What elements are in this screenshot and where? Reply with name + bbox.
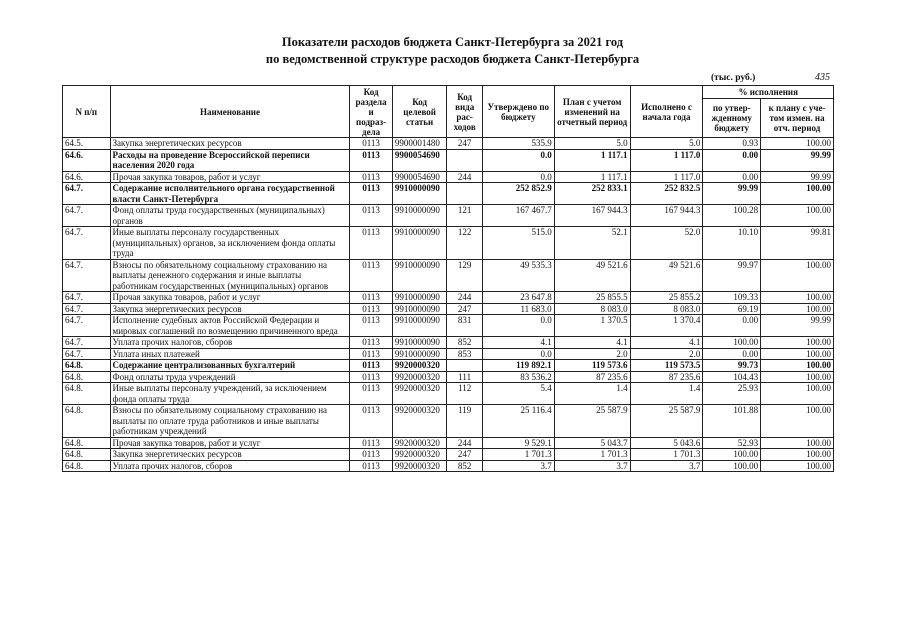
- cell-pct-utv: 100.00: [703, 449, 761, 461]
- table-row: [63, 227, 834, 260]
- cell-razdel: 0113: [350, 449, 392, 461]
- cell-np: 64.5.: [63, 138, 111, 150]
- cell-vid: 852: [447, 460, 482, 472]
- cell-isp: 2.0: [630, 348, 703, 360]
- cell-pct-utv: 52.93: [703, 437, 761, 449]
- cell-pct-plan: 99.99: [761, 149, 834, 171]
- cell-pct-utv: 99.97: [703, 259, 761, 292]
- cell-razdel: 0113: [350, 360, 392, 372]
- cell-utv: 23 647.8: [482, 292, 554, 304]
- cell-vid: 111: [447, 371, 482, 383]
- header-plan: План с учетом изменений на отчетный период: [554, 86, 630, 138]
- cell-pct-utv: 0.00: [703, 348, 761, 360]
- cell-vid: 129: [447, 259, 482, 292]
- cell-pct-plan: 100.00: [761, 337, 834, 349]
- cell-isp: 5.0: [630, 138, 703, 150]
- cell-name: Уплата прочих налогов, сборов: [110, 460, 350, 472]
- cell-isp: 167 944.3: [630, 205, 703, 227]
- header-utv: Утверждено по бюджету: [482, 86, 554, 138]
- cell-razdel: 0113: [350, 371, 392, 383]
- cell-pct-plan: 100.00: [761, 183, 834, 205]
- cell-vid: 831: [447, 315, 482, 337]
- cell-isp: 3.7: [630, 460, 703, 472]
- cell-vid: 853: [447, 348, 482, 360]
- cell-pct-plan: 100.00: [761, 437, 834, 449]
- table-row: [63, 348, 834, 360]
- cell-isp: 52.0: [630, 227, 703, 260]
- cell-statya: 9910000090: [392, 205, 447, 227]
- table-row: [63, 138, 834, 150]
- table-row: [63, 460, 834, 472]
- cell-name: Уплата прочих налогов, сборов: [110, 337, 350, 349]
- cell-name: Содержание централизованных бухгалтерий: [110, 360, 350, 372]
- cell-statya: 9920000320: [392, 449, 447, 461]
- cell-plan: 167 944.3: [554, 205, 630, 227]
- cell-isp: 1 701.3: [630, 449, 703, 461]
- cell-pct-utv: 100.28: [703, 205, 761, 227]
- cell-razdel: 0113: [350, 183, 392, 205]
- cell-pct-plan: 100.00: [761, 292, 834, 304]
- cell-statya: 9910000090: [392, 259, 447, 292]
- document-title: [0, 34, 905, 68]
- table-row: [63, 315, 834, 337]
- cell-pct-plan: 99.99: [761, 171, 834, 183]
- cell-np: 64.8.: [63, 460, 111, 472]
- cell-plan: 1 117.1: [554, 149, 630, 171]
- cell-pct-plan: 100.00: [761, 138, 834, 150]
- cell-np: 64.8.: [63, 371, 111, 383]
- cell-statya: 9920000320: [392, 437, 447, 449]
- cell-vid: 244: [447, 171, 482, 183]
- cell-plan: 8 083.0: [554, 303, 630, 315]
- table-row: [63, 449, 834, 461]
- cell-utv: 119 892.1: [482, 360, 554, 372]
- cell-np: 64.7.: [63, 337, 111, 349]
- cell-isp: 87 235.6: [630, 371, 703, 383]
- units-label: (тыс. руб.): [711, 73, 756, 83]
- header-pct-utv: по утвер-жденному бюджету: [703, 99, 761, 138]
- cell-pct-plan: 99.99: [761, 315, 834, 337]
- cell-vid: 122: [447, 227, 482, 260]
- cell-name: Взносы по обязательному социальному страхованию на выплаты по оплате труда работников и иные выплаты работникам учреждений: [110, 405, 350, 438]
- cell-plan: 5.0: [554, 138, 630, 150]
- cell-plan: 4.1: [554, 337, 630, 349]
- cell-name: Иные выплаты персоналу государственных (муниципальных) органов, за исключением фонда оплаты труда: [110, 227, 350, 260]
- cell-utv: 83 536.2: [482, 371, 554, 383]
- cell-statya: 9910000090: [392, 348, 447, 360]
- cell-plan: 25 855.5: [554, 292, 630, 304]
- cell-statya: 9920000320: [392, 383, 447, 405]
- table-row: [63, 405, 834, 438]
- cell-razdel: 0113: [350, 205, 392, 227]
- cell-isp: 25 855.2: [630, 292, 703, 304]
- cell-np: 64.7.: [63, 227, 111, 260]
- cell-np: 64.8.: [63, 405, 111, 438]
- cell-plan: 1 117.1: [554, 171, 630, 183]
- cell-name: Фонд оплаты труда государственных (муниципальных) органов: [110, 205, 350, 227]
- title-line-2: по ведомственной структуре расходов бюджета Санкт-Петербурга: [265, 52, 640, 66]
- cell-pct-utv: 0.00: [703, 149, 761, 171]
- cell-pct-utv: 10.10: [703, 227, 761, 260]
- cell-utv: 252 852.9: [482, 183, 554, 205]
- cell-pct-utv: 99.99: [703, 183, 761, 205]
- cell-plan: 49 521.6: [554, 259, 630, 292]
- cell-utv: 49 535.3: [482, 259, 554, 292]
- cell-isp: 1 370.4: [630, 315, 703, 337]
- cell-pct-plan: 100.00: [761, 259, 834, 292]
- table-row: [63, 292, 834, 304]
- cell-utv: 4.1: [482, 337, 554, 349]
- cell-statya: 9900001480: [392, 138, 447, 150]
- cell-plan: 52.1: [554, 227, 630, 260]
- cell-plan: 87 235.6: [554, 371, 630, 383]
- cell-name: Закупка энергетических ресурсов: [110, 449, 350, 461]
- cell-plan: 1 701.3: [554, 449, 630, 461]
- cell-razdel: 0113: [350, 149, 392, 171]
- cell-name: Прочая закупка товаров, работ и услуг: [110, 437, 350, 449]
- cell-razdel: 0113: [350, 383, 392, 405]
- cell-razdel: 0113: [350, 337, 392, 349]
- table-row: [63, 149, 834, 171]
- cell-np: 64.8.: [63, 383, 111, 405]
- cell-isp: 8 083.0: [630, 303, 703, 315]
- cell-pct-utv: 100.00: [703, 337, 761, 349]
- page-number: 435: [815, 72, 830, 83]
- table-row: [63, 383, 834, 405]
- cell-pct-utv: 101.88: [703, 405, 761, 438]
- cell-vid: [447, 183, 482, 205]
- cell-np: 64.7.: [63, 315, 111, 337]
- cell-utv: 535.9: [482, 138, 554, 150]
- cell-vid: [447, 360, 482, 372]
- table-row: [63, 259, 834, 292]
- cell-vid: 121: [447, 205, 482, 227]
- cell-plan: 3.7: [554, 460, 630, 472]
- cell-np: 64.7.: [63, 183, 111, 205]
- cell-name: Закупка энергетических ресурсов: [110, 138, 350, 150]
- cell-name: Прочая закупка товаров, работ и услуг: [110, 292, 350, 304]
- cell-name: Содержание исполнительного органа государственной власти Санкт-Петербурга: [110, 183, 350, 205]
- cell-statya: 9910000090: [392, 227, 447, 260]
- cell-pct-utv: 99.73: [703, 360, 761, 372]
- cell-statya: 9910000090: [392, 315, 447, 337]
- header-pct-group: % исполнения: [703, 86, 834, 99]
- cell-isp: 5 043.6: [630, 437, 703, 449]
- cell-statya: 9920000320: [392, 371, 447, 383]
- cell-np: 64.8.: [63, 437, 111, 449]
- cell-pct-plan: 100.00: [761, 383, 834, 405]
- cell-plan: 2.0: [554, 348, 630, 360]
- cell-name: Взносы по обязательному социальному страхованию на выплаты денежного содержания и иные выплаты работникам государственных (муниципальных) органов: [110, 259, 350, 292]
- cell-pct-plan: 100.00: [761, 348, 834, 360]
- cell-np: 64.8.: [63, 449, 111, 461]
- table-row: [63, 371, 834, 383]
- cell-plan: 1 370.5: [554, 315, 630, 337]
- cell-utv: 0.0: [482, 348, 554, 360]
- header-razdel: Код раздела и подраз-дела: [350, 86, 392, 138]
- cell-utv: 3.7: [482, 460, 554, 472]
- cell-pct-utv: 109.33: [703, 292, 761, 304]
- cell-pct-plan: 100.00: [761, 371, 834, 383]
- cell-utv: 9 529.1: [482, 437, 554, 449]
- cell-pct-plan: 100.00: [761, 205, 834, 227]
- cell-pct-utv: 100.00: [703, 460, 761, 472]
- cell-np: 64.7.: [63, 259, 111, 292]
- table-row: [63, 437, 834, 449]
- cell-utv: 0.0: [482, 149, 554, 171]
- cell-vid: 119: [447, 405, 482, 438]
- cell-pct-plan: 99.81: [761, 227, 834, 260]
- cell-utv: 1 701.3: [482, 449, 554, 461]
- cell-plan: 1.4: [554, 383, 630, 405]
- cell-razdel: 0113: [350, 437, 392, 449]
- cell-name: Расходы на проведение Всероссийской переписи населения 2020 года: [110, 149, 350, 171]
- cell-vid: 247: [447, 303, 482, 315]
- cell-pct-utv: 0.93: [703, 138, 761, 150]
- table-row: [63, 360, 834, 372]
- cell-isp: 4.1: [630, 337, 703, 349]
- table-row: [63, 183, 834, 205]
- cell-statya: 9920000320: [392, 460, 447, 472]
- cell-name: Прочая закупка товаров, работ и услуг: [110, 171, 350, 183]
- cell-vid: 244: [447, 437, 482, 449]
- cell-utv: 25 116.4: [482, 405, 554, 438]
- table-body: [63, 138, 834, 472]
- title-line-1: Показатели расходов бюджета Санкт-Петербурга за 2021 год: [281, 35, 624, 49]
- cell-np: 64.6.: [63, 171, 111, 183]
- cell-np: 64.8.: [63, 360, 111, 372]
- cell-np: 64.7.: [63, 205, 111, 227]
- table-row: [63, 205, 834, 227]
- cell-utv: 0.0: [482, 171, 554, 183]
- cell-name: Уплата иных платежей: [110, 348, 350, 360]
- cell-utv: 0.0: [482, 315, 554, 337]
- cell-isp: 252 832.5: [630, 183, 703, 205]
- cell-np: 64.7.: [63, 292, 111, 304]
- cell-razdel: 0113: [350, 348, 392, 360]
- cell-utv: 5.4: [482, 383, 554, 405]
- cell-razdel: 0113: [350, 405, 392, 438]
- cell-statya: 9900054690: [392, 171, 447, 183]
- cell-statya: 9910000090: [392, 303, 447, 315]
- header-np: N п/п: [63, 86, 111, 138]
- cell-razdel: 0113: [350, 315, 392, 337]
- cell-plan: 119 573.6: [554, 360, 630, 372]
- budget-table: [62, 85, 834, 472]
- cell-pct-utv: 0.00: [703, 315, 761, 337]
- cell-plan: 5 043.7: [554, 437, 630, 449]
- cell-pct-utv: 25.93: [703, 383, 761, 405]
- cell-isp: 25 587.9: [630, 405, 703, 438]
- cell-statya: 9900054690: [392, 149, 447, 171]
- header-statya: Код целевой статьи: [392, 86, 447, 138]
- cell-vid: 852: [447, 337, 482, 349]
- cell-utv: 515.0: [482, 227, 554, 260]
- header-pct-plan: к плану с уче-том измен. на отч. период: [761, 99, 834, 138]
- cell-vid: 247: [447, 449, 482, 461]
- cell-pct-plan: 100.00: [761, 303, 834, 315]
- cell-razdel: 0113: [350, 303, 392, 315]
- cell-pct-utv: 0.00: [703, 171, 761, 183]
- cell-plan: 25 587.9: [554, 405, 630, 438]
- cell-razdel: 0113: [350, 171, 392, 183]
- cell-pct-utv: 69.19: [703, 303, 761, 315]
- cell-pct-plan: 100.00: [761, 360, 834, 372]
- table-row: [63, 171, 834, 183]
- cell-vid: 247: [447, 138, 482, 150]
- cell-statya: 9910000090: [392, 183, 447, 205]
- cell-np: 64.6.: [63, 149, 111, 171]
- cell-razdel: 0113: [350, 259, 392, 292]
- cell-utv: 167 467.7: [482, 205, 554, 227]
- cell-np: 64.7.: [63, 348, 111, 360]
- cell-name: Исполнение судебных актов Российской Федерации и мировых соглашений по возмещению причиненного вреда: [110, 315, 350, 337]
- cell-plan: 252 833.1: [554, 183, 630, 205]
- cell-pct-plan: 100.00: [761, 405, 834, 438]
- cell-statya: 9920000320: [392, 405, 447, 438]
- cell-razdel: 0113: [350, 292, 392, 304]
- cell-np: 64.7.: [63, 303, 111, 315]
- cell-utv: 11 683.0: [482, 303, 554, 315]
- cell-pct-plan: 100.00: [761, 460, 834, 472]
- cell-razdel: 0113: [350, 460, 392, 472]
- table-row: [63, 303, 834, 315]
- cell-statya: 9920000320: [392, 360, 447, 372]
- cell-name: Иные выплаты персоналу учреждений, за исключением фонда оплаты труда: [110, 383, 350, 405]
- cell-statya: 9910000090: [392, 292, 447, 304]
- cell-razdel: 0113: [350, 138, 392, 150]
- cell-vid: 244: [447, 292, 482, 304]
- cell-name: Закупка энергетических ресурсов: [110, 303, 350, 315]
- cell-isp: 1.4: [630, 383, 703, 405]
- cell-razdel: 0113: [350, 227, 392, 260]
- cell-vid: 112: [447, 383, 482, 405]
- cell-name: Фонд оплаты труда учреждений: [110, 371, 350, 383]
- cell-isp: 1 117.0: [630, 149, 703, 171]
- table-row: [63, 337, 834, 349]
- header-isp: Исполнено с начала года: [630, 86, 703, 138]
- header-vid: Код вида рас-ходов: [447, 86, 482, 138]
- cell-isp: 1 117.0: [630, 171, 703, 183]
- cell-vid: [447, 149, 482, 171]
- header-name: Наименование: [110, 86, 350, 138]
- cell-pct-plan: 100.00: [761, 449, 834, 461]
- cell-isp: 119 573.5: [630, 360, 703, 372]
- cell-isp: 49 521.6: [630, 259, 703, 292]
- cell-statya: 9910000090: [392, 337, 447, 349]
- cell-pct-utv: 104.43: [703, 371, 761, 383]
